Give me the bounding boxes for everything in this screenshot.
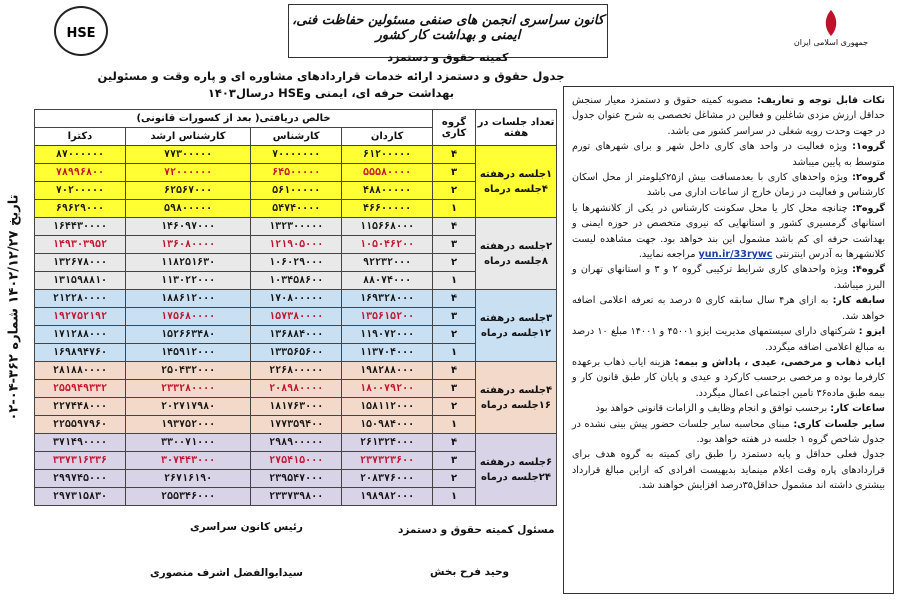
- salary-cell: ۱۸۸۶۱۲۰۰۰: [125, 290, 250, 308]
- salary-cell: ۱۹۳۷۵۲۰۰۰: [125, 416, 250, 434]
- group-cell: ۴: [433, 218, 476, 236]
- header-sessions: تعداد جلسات در هفته: [476, 110, 557, 146]
- salary-cell: ۱۱۵۶۶۸۰۰۰: [342, 218, 433, 236]
- group-cell: ۲: [433, 470, 476, 488]
- salary-cell: ۱۳۲۶۷۸۰۰۰: [35, 254, 126, 272]
- salary-cell: ۸۷۰۰۰۰۰۰: [35, 146, 126, 164]
- header-box: [288, 4, 608, 64]
- salary-cell: ۸۸۰۷۴۰۰۰: [342, 272, 433, 290]
- salary-cell: ۱۱۳۰۲۲۰۰۰: [125, 272, 250, 290]
- note-intro: نکات قابل توجه و تعاریف: مصوبه کمیته حقوق و دستمزد معیار سنجش حداقل ارزش مزدی شاغلین و فعالین در مشاغل تخصصی به شرح عنوان جدول در جهت وحدت رویه شغلی در سراسر کشور می باشد.: [572, 95, 886, 137]
- salary-cell: ۵۶۱۰۰۰۰۰: [251, 182, 342, 200]
- salary-cell: ۱۸۰۰۷۹۲۰۰: [342, 380, 433, 398]
- document-title-line1: جدول حقوق و دستمزد ارائه خدمات قراردادهای مشاوره ای و پاره وقت و مسئولین: [97, 69, 565, 83]
- government-caption: جمهوری اسلامی ایران: [793, 38, 869, 47]
- salary-cell: ۲۳۳۷۳۹۸۰۰: [251, 488, 342, 506]
- salary-cell: ۳۳۷۳۱۶۳۳۶: [35, 452, 126, 470]
- sessions-cell: [476, 146, 557, 218]
- group-cell: ۳: [433, 164, 476, 182]
- salary-cell: ۷۷۳۰۰۰۰۰: [125, 146, 250, 164]
- salary-cell: ۱۳۱۵۹۸۸۱۰: [35, 272, 126, 290]
- salary-cell: ۶۱۲۰۰۰۰۰: [342, 146, 433, 164]
- header-col-associate: کاردان: [342, 128, 433, 146]
- signature-left-role: رئیس کانون سراسری: [190, 521, 303, 533]
- salary-cell: ۲۹۹۷۴۵۰۰۰: [35, 470, 126, 488]
- notes-box: [563, 86, 894, 594]
- document-title-line2: بهداشت حرفه ای، ایمنی وHSE درسال۱۴۰۳: [207, 86, 455, 100]
- salary-cell: ۷۸۹۹۶۸۰۰: [35, 164, 126, 182]
- salary-cell: ۱۶۹۸۹۴۷۶۰: [35, 344, 126, 362]
- salary-cell: ۲۳۹۵۴۷۰۰۰: [251, 470, 342, 488]
- salary-cell: ۱۳۵۶۱۵۲۰۰: [342, 308, 433, 326]
- salary-cell: ۲۰۲۷۱۷۹۸۰: [125, 398, 250, 416]
- salary-cell: ۳۷۱۴۹۰۰۰۰: [35, 434, 126, 452]
- salary-cell: ۲۲۷۴۴۸۰۰۰: [35, 398, 126, 416]
- group-cell: ۳: [433, 236, 476, 254]
- group-cell: ۲: [433, 326, 476, 344]
- salary-cell: ۱۳۳۵۶۵۶۰۰: [251, 344, 342, 362]
- header-net-income: خالص دریافتی( بعد از کسورات قانونی): [35, 110, 433, 128]
- salary-cell: ۵۵۵۸۰۰۰۰: [342, 164, 433, 182]
- sessions-cell: [476, 218, 557, 290]
- salary-cell: ۲۱۲۲۸۰۰۰۰: [35, 290, 126, 308]
- salary-cell: ۱۶۹۳۲۸۰۰۰: [342, 290, 433, 308]
- salary-cell: ۱۵۲۶۶۳۴۸۰: [125, 326, 250, 344]
- note-seniority: سابقه کار: به ازای هر۴ سال سابقه کاری ۵ درصد به تعرفه اعلامی اضافه خواهد شد.: [572, 295, 885, 322]
- group-cell: ۳: [433, 452, 476, 470]
- table-row: [35, 146, 557, 164]
- note-final: جدول فعلی حداقل و پایه دستمزد را طبق رای کمیته به گروه هدف برای قراردادهای پاره وقت اعلام مینماید بدیهیست افرادی که ازاین مبالغ قرارداد بیشتری داشته اند مشمول حداقل۳۵درصد افزایش خواهند شد.: [572, 449, 885, 492]
- salary-cell: ۹۲۲۳۲۰۰۰: [342, 254, 433, 272]
- salary-cell: ۶۲۵۶۷۰۰۰: [125, 182, 250, 200]
- salary-cell: ۴۶۶۰۰۰۰۰: [342, 200, 433, 218]
- table-row: [35, 290, 557, 308]
- table-row: [35, 362, 557, 380]
- date-number-stamp: [4, 110, 28, 510]
- salary-cell: ۳۰۷۴۴۳۰۰۰: [125, 452, 250, 470]
- note-transport: ایاب ذهاب و مرخصی، عیدی ، پاداش و بیمه: هزینه ایاب ذهاب برعهده کارفرما بوده و مرخصی برحسب کارکرد و عیدی و پایان کار طبق قانون کار و بیمه طبق ماده۳۶ تامین اجتماعی اعمال میگردد.: [572, 356, 885, 399]
- salary-cell: ۲۳۳۲۸۰۰۰۰: [125, 380, 250, 398]
- salary-cell: ۱۳۶۸۸۴۰۰۰: [251, 326, 342, 344]
- group-cell: ۲: [433, 254, 476, 272]
- salary-cell: ۷۲۰۰۰۰۰۰: [125, 164, 250, 182]
- sessions-label: ۴جلسه درماه: [484, 183, 548, 195]
- group-cell: ۱: [433, 344, 476, 362]
- association-logo: [54, 6, 108, 56]
- note-hours: ساعات کار: برحسب توافق و انجام وظایف و الزامات قانونی خواهد بود: [595, 403, 885, 415]
- logo-text: HSE: [66, 26, 96, 41]
- salary-cell: ۲۵۵۹۴۹۳۳۲: [35, 380, 126, 398]
- sessions-label: ۳جلسه درهفته: [479, 312, 553, 324]
- salary-cell: ۳۳۰۰۷۱۰۰۰: [125, 434, 250, 452]
- header-group: گروه کاری: [433, 110, 476, 146]
- salary-cell: ۱۸۱۷۶۳۰۰۰: [251, 398, 342, 416]
- group-cell: ۱: [433, 416, 476, 434]
- salary-cell: ۱۰۶۰۲۹۰۰۰: [251, 254, 342, 272]
- group-cell: ۲: [433, 398, 476, 416]
- salary-cell: ۱۰۵۰۴۶۲۰۰: [342, 236, 433, 254]
- sessions-label: ۶جلسه درهفته: [479, 456, 553, 468]
- salary-cell: ۲۵۰۴۳۲۰۰۰: [125, 362, 250, 380]
- note-group1: گروه۱: ویژه فعالیت در واحد های کاری داخل شهر و برای شهرهای تورم متوسط به پایین میباشد: [572, 141, 885, 168]
- salary-cell: ۱۵۸۱۱۲۰۰۰: [342, 398, 433, 416]
- sessions-label: ۲جلسه درهفته: [479, 240, 553, 252]
- sessions-label: ۴جلسه درهفته: [479, 384, 553, 396]
- salary-cell: ۱۴۵۹۱۲۰۰۰: [125, 344, 250, 362]
- government-emblem: [806, 8, 856, 54]
- salary-cell: ۱۴۶۰۹۷۰۰۰: [125, 218, 250, 236]
- note-group3: گروه۳: چنانچه محل کار یا محل سکونت کارشناس در یکی از کلانشهرها یا استانهای گرمسیری کشور و استانهایی که نیروی متخصص در حوزه ایمنی و بهداشت حرفه ای کم باشد مشمول این بند خواهد بود. جهت مشاهده لیست کلانشهرها به آدرس اینترنتی yun.ir/33rywc مراجعه نمایید.: [572, 202, 885, 261]
- salary-cell: ۱۹۸۹۸۲۰۰۰: [342, 488, 433, 506]
- salary-cell: ۶۹۶۲۹۰۰۰: [35, 200, 126, 218]
- salary-cell: ۱۴۹۳۰۳۹۵۲: [35, 236, 126, 254]
- salary-cell: ۲۹۸۹۰۰۰۰۰: [251, 434, 342, 452]
- sessions-label: ۱۲جلسه درماه: [481, 327, 551, 339]
- table-row: [35, 434, 557, 452]
- note-iso: ایزو : شرکتهای دارای سیستمهای مدیریت ایزو ۴۵۰۰۱ و ۱۴۰۰۱ مبلغ ۱۰ درصد به مبالغ اعلامی اضافه میگردد.: [572, 326, 886, 353]
- sessions-cell: [476, 290, 557, 362]
- signature-right-name: وحید فرح بخش: [430, 566, 510, 578]
- sessions-label: ۸جلسه درماه: [484, 255, 548, 267]
- group-cell: ۲: [433, 182, 476, 200]
- sessions-label: ۱۶جلسه درماه: [481, 399, 551, 411]
- salary-cell: ۱۳۶۰۸۰۰۰۰: [125, 236, 250, 254]
- group-cell: ۱: [433, 272, 476, 290]
- salary-cell: ۱۵۰۹۸۴۰۰۰: [342, 416, 433, 434]
- salary-cell: ۲۹۷۳۱۵۸۳۰: [35, 488, 126, 506]
- salary-cell: ۵۴۷۴۰۰۰۰: [251, 200, 342, 218]
- salary-cell: ۱۷۱۲۸۸۰۰۰: [35, 326, 126, 344]
- sessions-label: ۱جلسه درهفته: [479, 168, 553, 180]
- date-number-text: تاریخ ۱۴۰۲/۱۲/۲۷ شماره ۳۶۲-۰۴-۰۲: [6, 194, 22, 421]
- header-title: کانون سراسری انجمن های صنفی مسئولین حفاظت فنی، ایمنی و بهداشت کار کشور: [292, 13, 604, 43]
- group-cell: ۴: [433, 434, 476, 452]
- group-cell: ۴: [433, 362, 476, 380]
- salary-cell: ۱۱۹۰۷۲۰۰۰: [342, 326, 433, 344]
- group-cell: ۱: [433, 200, 476, 218]
- signature-right-role: مسئول کمیته حقوق و دستمزد: [398, 524, 555, 536]
- salary-cell: ۲۲۶۸۰۰۰۰۰: [251, 362, 342, 380]
- salary-cell: ۲۲۵۵۹۷۹۶۰: [35, 416, 126, 434]
- salary-cell: ۱۹۸۲۸۸۰۰۰: [342, 362, 433, 380]
- salary-cell: ۲۰۸۹۸۰۰۰۰: [251, 380, 342, 398]
- salary-cell: ۱۷۰۸۰۰۰۰۰: [251, 290, 342, 308]
- salary-cell: ۶۴۵۰۰۰۰۰: [251, 164, 342, 182]
- salary-cell: ۱۶۴۴۳۰۰۰۰: [35, 218, 126, 236]
- salary-cell: ۱۵۷۳۸۰۰۰۰: [251, 308, 342, 326]
- group-cell: ۳: [433, 308, 476, 326]
- document-title: [96, 68, 566, 102]
- salary-cell: ۲۶۱۳۲۴۰۰۰: [342, 434, 433, 452]
- group-cell: ۴: [433, 146, 476, 164]
- salary-cell: ۱۰۳۴۵۸۶۰۰: [251, 272, 342, 290]
- sessions-label: ۲۴جلسه درماه: [481, 471, 551, 483]
- header-col-doctorate: دکترا: [35, 128, 126, 146]
- salary-cell: ۲۳۷۳۲۳۶۰۰: [342, 452, 433, 470]
- salary-cell: ۷۰۰۰۰۰۰۰: [251, 146, 342, 164]
- salary-cell: ۱۱۳۷۰۴۰۰۰: [342, 344, 433, 362]
- salary-cell: ۱۱۸۲۵۱۶۳۰: [125, 254, 250, 272]
- city-list-link[interactable]: yun.ir/33rywc: [698, 249, 773, 261]
- salary-cell: ۱۳۲۳۰۰۰۰۰: [251, 218, 342, 236]
- table-row: [35, 218, 557, 236]
- header-col-master: کارشناس ارشد: [125, 128, 250, 146]
- sessions-cell: [476, 434, 557, 506]
- header-col-bachelor: کارشناس: [251, 128, 342, 146]
- note-group4: گروه۴: ویژه واحدهای کاری شرایط ترکیبی گروه ۲ و ۳ و استانهای تهران و البرز میباشد.: [572, 264, 886, 291]
- salary-cell: ۲۷۵۴۱۵۰۰۰: [251, 452, 342, 470]
- note-group2: گروه۲: ویژه واحدهای کاری با بعدمسافت بیش از۲۵کیلومتر از محل اسکان کارشناس و فعالیت در زمان خارج از ساعات اداری می باشد: [572, 172, 885, 199]
- group-cell: ۳: [433, 380, 476, 398]
- salary-cell: ۴۸۸۰۰۰۰۰: [342, 182, 433, 200]
- group-cell: ۴: [433, 290, 476, 308]
- salary-cell: ۵۹۸۰۰۰۰۰: [125, 200, 250, 218]
- group-cell: ۱: [433, 488, 476, 506]
- salary-cell: ۱۷۵۶۸۰۰۰۰: [125, 308, 250, 326]
- salary-cell: ۲۵۵۳۴۶۰۰۰: [125, 488, 250, 506]
- sessions-cell: [476, 362, 557, 434]
- salary-cell: ۱۲۱۹۰۵۰۰۰: [251, 236, 342, 254]
- salary-cell: ۲۰۸۳۷۶۰۰۰: [342, 470, 433, 488]
- note-other-sessions: سایر جلسات کاری: مبنای محاسبه سایر جلسات حضور پیش بینی نشده در جدول شاخص گروه ۱ جلسه در هفته خواهد بود.: [572, 418, 885, 445]
- fee-table: [34, 109, 557, 506]
- salary-cell: ۱۹۲۷۵۲۱۹۲: [35, 308, 126, 326]
- salary-cell: ۲۶۷۱۶۱۹۰: [125, 470, 250, 488]
- salary-cell: ۷۰۲۰۰۰۰۰: [35, 182, 126, 200]
- salary-cell: ۱۷۷۳۵۹۴۰۰: [251, 416, 342, 434]
- signature-left-name: سیدابوالفضل اشرف منصوری: [150, 567, 303, 579]
- salary-cell: ۲۸۱۸۸۰۰۰۰: [35, 362, 126, 380]
- header-subtitle: کمیته حقوق و دستمزد: [387, 51, 509, 64]
